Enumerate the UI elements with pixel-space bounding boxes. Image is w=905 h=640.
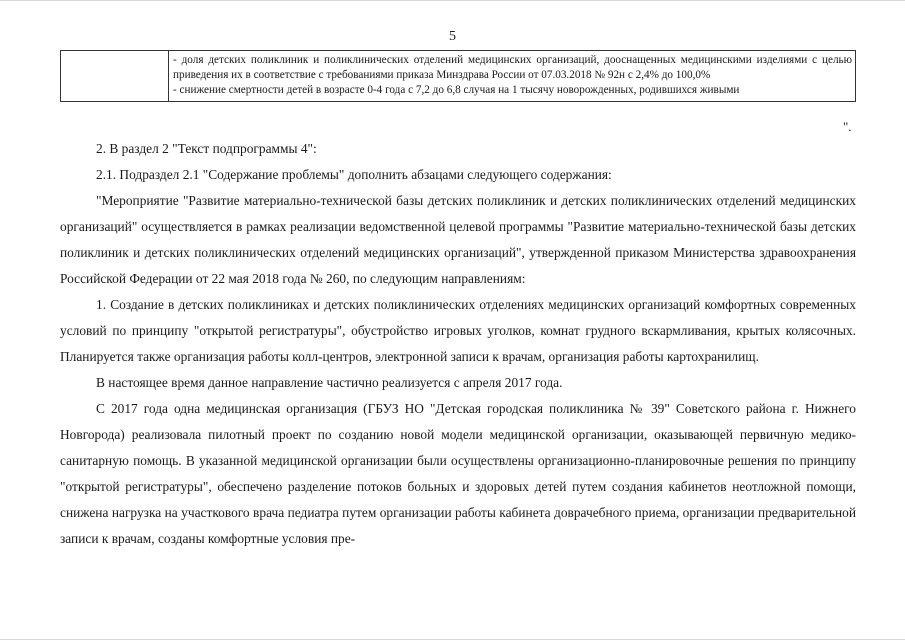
paragraph-subsection-2-1: 2.1. Подраздел 2.1 "Содержание проблемы" дополнить абзацами следующего содержания:	[96, 167, 612, 182]
table-right-cell	[169, 51, 856, 102]
paragraph-section-2: 2. В раздел 2 "Текст подпрограммы 4":	[96, 141, 317, 156]
paragraph-pilot-project: С 2017 года одна медицинская организация (ГБУЗ НО "Детская городская поликлиника № 39" Советского района г. Нижнего Новгорода) реализовала пилотный проект по созданию новой модели медицинской организации, оказывающей первичную медико-санитарную помощь. В указанной медицинской организации были осуществлены организационно-планировочные решения по принципу "открытой регистратуры", обеспечено разделение потоков больных и здоровых детей путем создания кабинетов неотложной помощи, снижена нагрузка на участкового врача педиатра путем организации работы кабинета доврачебного приема, организации предварительной записи к врачам, созданы комфортные условия пре-	[60, 401, 856, 546]
indicator-line: - снижение смертности детей в возрасте 0-4 года с 7,2 до 6,8 случая на 1 тысячу новорожденных, родившихся живыми	[173, 84, 740, 96]
indicators-table	[60, 50, 856, 102]
table-row	[61, 51, 856, 102]
paragraph-direction-1: 1. Создание в детских поликлиниках и детских поликлинических отделениях медицинских организаций комфортных современных условий по принципу "открытой регистратуры", обустройство игровых уголков, комнат грудного вскармливания, крытых колясочных. Планируется также организация работы колл-центров, электронной записи к врачам, организация работы картохранилищ.	[60, 297, 856, 364]
paragraph-measure-description: "Мероприятие "Развитие материально-технической базы детских поликлиник и детских поликлинических отделений медицинских организаций" осуществляется в рамках реализации ведомственной целевой программы "Развитие материально-технической базы детских поликлиник и детских поликлинических отделений медицинских организаций", утвержденной приказом Министерства здравоохранения Российской Федерации от 22 мая 2018 года № 260, по следующим направлениям:	[60, 193, 856, 286]
scan-edge	[0, 0, 905, 1]
table-left-cell	[61, 51, 169, 102]
indicator-line: - доля детских поликлиник и поликлинических отделений медицинских организаций, дооснащенных медицинскими изделиями с целью приведения их в соответствие с требованиями приказа Минздрава России от 07.03.2018 № 92н с 2,4% до 100,0%	[173, 54, 852, 81]
document-body	[60, 136, 856, 552]
closing-quote: ".	[843, 119, 852, 134]
paragraph-current-status: В настоящее время данное направление частично реализуется с апреля 2017 года.	[96, 375, 563, 390]
page-number: 5	[449, 29, 456, 44]
